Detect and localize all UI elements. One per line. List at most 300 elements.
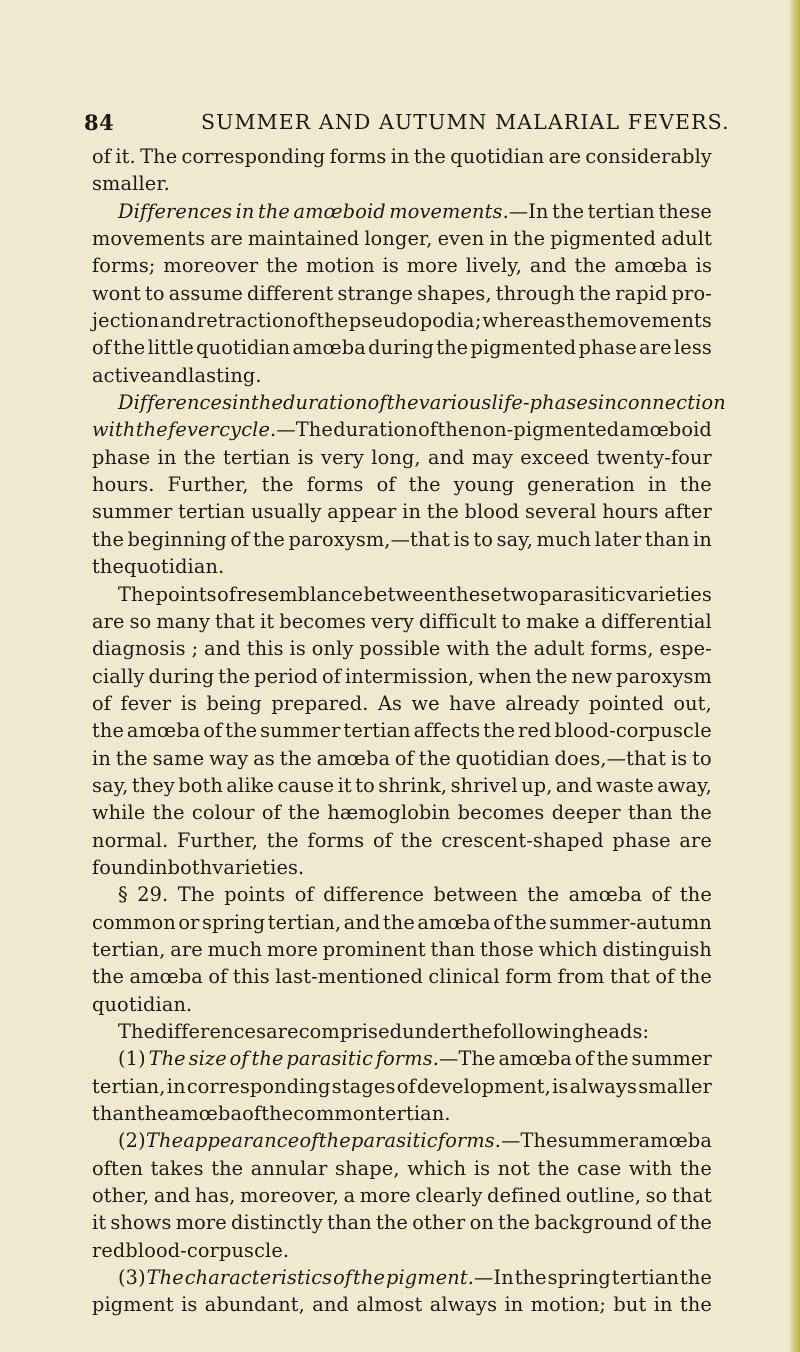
word: shape, <box>335 1156 400 1180</box>
word: outline, <box>565 1184 642 1208</box>
word: the <box>679 801 712 825</box>
word: of <box>92 691 112 715</box>
text-line <box>92 553 712 580</box>
word: in <box>647 473 667 497</box>
word: forms <box>307 828 365 852</box>
word: of <box>396 1074 416 1098</box>
word: appearance <box>183 1129 300 1153</box>
word: of <box>294 883 314 907</box>
word: is <box>473 1156 491 1180</box>
word: the <box>574 254 607 278</box>
word: the <box>218 664 251 688</box>
word: movements <box>92 227 206 251</box>
page-header <box>0 110 800 140</box>
text-line <box>92 225 712 252</box>
word: prepared. <box>271 691 369 715</box>
word: and <box>312 1293 350 1317</box>
word: characteristics <box>184 1266 333 1290</box>
word: as <box>253 746 275 770</box>
word: waste <box>596 773 654 797</box>
word: the <box>579 281 612 305</box>
word: is <box>695 254 712 278</box>
text-line <box>92 198 712 225</box>
text-line <box>92 362 712 389</box>
word: appear <box>327 500 397 524</box>
word: duration <box>283 391 368 415</box>
word: already <box>505 691 580 715</box>
word: twenty-four <box>596 445 712 469</box>
word: these <box>658 199 712 223</box>
word: in <box>489 227 509 251</box>
word: quotidian <box>196 336 291 360</box>
word: the <box>513 227 546 251</box>
word: a <box>584 609 597 633</box>
word: various <box>418 391 492 415</box>
word: Further, <box>167 473 249 497</box>
word: quotidian. <box>92 992 193 1016</box>
word: in <box>390 145 410 168</box>
word: tertian <box>343 719 411 743</box>
word: deeper <box>551 801 621 825</box>
word: so <box>129 609 152 633</box>
word: active <box>92 363 152 387</box>
word: parasitic <box>539 582 626 606</box>
word: the <box>92 965 125 989</box>
word: the <box>288 801 321 825</box>
word: whereas <box>482 309 566 333</box>
word: beginning <box>127 527 227 551</box>
word: The <box>118 1020 156 1043</box>
word: stages <box>331 1074 396 1098</box>
word: life-phases <box>491 391 598 415</box>
word: up, <box>521 773 553 797</box>
word: so <box>645 1184 668 1208</box>
word: being <box>206 691 262 715</box>
word: parasitic <box>286 1047 374 1071</box>
word: very <box>321 445 365 469</box>
word: possible <box>359 637 441 661</box>
word: § <box>118 883 128 907</box>
word: to <box>473 527 494 551</box>
word: blood-corpuscle <box>554 719 712 743</box>
word: Differences <box>118 199 233 223</box>
word: tertian. <box>377 1102 451 1126</box>
word: on <box>469 1211 494 1235</box>
text-line <box>92 745 712 772</box>
word: the <box>566 309 599 333</box>
word: tertian <box>178 500 246 524</box>
word: these <box>448 582 502 606</box>
word: cycle.—The <box>219 418 333 442</box>
word: the <box>152 801 185 825</box>
word: the <box>261 473 294 497</box>
word: The <box>146 1266 184 1290</box>
text-line <box>92 663 712 690</box>
text-line <box>92 416 712 443</box>
text-line <box>92 772 712 799</box>
word: prominent <box>322 937 426 961</box>
word: the <box>413 145 446 168</box>
word: with <box>92 418 136 442</box>
page-edge <box>788 0 800 1352</box>
word: size <box>188 1047 227 1071</box>
word: than <box>430 937 476 961</box>
word: under <box>402 1020 461 1043</box>
word: summer <box>631 1047 712 1071</box>
word: pro- <box>671 281 712 305</box>
word: amœboid <box>619 418 712 442</box>
word: connection <box>616 391 726 415</box>
word: colour <box>191 801 255 825</box>
word: spring <box>201 910 266 934</box>
word: the <box>225 719 258 743</box>
word: tertian <box>611 1266 680 1290</box>
word: the <box>527 883 560 907</box>
word: Further, <box>177 828 259 852</box>
word: phase <box>612 828 671 852</box>
word: amœba <box>638 1129 712 1153</box>
word: the <box>437 418 470 442</box>
word: hæmoglobin <box>327 801 451 825</box>
word: a <box>343 1184 356 1208</box>
word: summer <box>92 500 173 524</box>
word: points <box>155 582 217 606</box>
text-line <box>92 717 712 744</box>
word: fever <box>120 691 172 715</box>
word: parasitic <box>351 1129 438 1153</box>
word: to <box>692 746 712 770</box>
word: the <box>408 473 441 497</box>
word: and <box>153 1184 191 1208</box>
word: other <box>412 1211 466 1235</box>
text-line <box>92 608 712 635</box>
word: to <box>144 281 165 305</box>
word: may <box>471 445 514 469</box>
text-line <box>92 1291 712 1318</box>
word: of <box>92 336 112 360</box>
text-line <box>92 690 712 717</box>
word: which <box>538 937 598 961</box>
word: pigment.—In <box>385 1266 514 1290</box>
word: lasting. <box>188 363 262 387</box>
word: tertian, <box>92 937 166 961</box>
word: pointed <box>588 691 664 715</box>
word: in <box>693 527 712 551</box>
text-line <box>92 334 712 361</box>
word: the <box>596 1047 629 1071</box>
word: between <box>433 883 518 907</box>
word: non-pigmented <box>469 418 620 442</box>
text-line <box>92 252 712 279</box>
word: the <box>460 1020 493 1043</box>
text-line <box>92 1264 712 1291</box>
word: tertian, <box>267 910 342 934</box>
word: the <box>679 883 712 907</box>
word: tertian <box>587 199 655 223</box>
word: (1) <box>118 1047 146 1071</box>
word: during <box>368 336 434 360</box>
word: the <box>136 1102 169 1126</box>
word: the <box>498 1211 531 1235</box>
word: period <box>254 664 319 688</box>
word: the <box>92 555 125 579</box>
word: crescent-shaped <box>441 828 604 852</box>
word: diagnosis <box>92 637 186 661</box>
word: is <box>552 1074 569 1098</box>
word: less <box>673 336 712 360</box>
word: forms <box>329 145 387 168</box>
word: varieties <box>626 582 712 606</box>
word: it <box>260 609 275 633</box>
word: espe- <box>659 637 712 661</box>
text-line <box>92 854 712 881</box>
word: from <box>557 965 605 989</box>
word: while <box>92 801 146 825</box>
word: the <box>353 1266 386 1290</box>
word: not <box>497 1156 530 1180</box>
word: of <box>493 910 513 934</box>
word: forms; <box>92 254 156 278</box>
word: more <box>406 254 458 278</box>
word: and <box>151 363 189 387</box>
word: is <box>382 254 399 278</box>
word: almost <box>356 1293 423 1317</box>
page-number: 84 <box>84 110 115 135</box>
word: corresponding <box>181 145 326 168</box>
word: strange <box>337 281 414 305</box>
text-line <box>92 471 712 498</box>
word: becomes <box>279 609 367 633</box>
word: difficult <box>419 609 497 633</box>
word: summer <box>557 1129 639 1153</box>
word: are <box>170 937 203 961</box>
word: red <box>518 719 552 743</box>
word: very <box>371 609 415 633</box>
word: tertian <box>222 445 291 469</box>
word: amœba <box>316 746 391 770</box>
text-line <box>92 581 712 608</box>
word: and <box>529 254 567 278</box>
word: of <box>322 664 342 688</box>
word: corresponding <box>186 1074 331 1098</box>
word: this <box>246 637 284 661</box>
text-line <box>92 143 712 170</box>
word: they <box>131 773 175 797</box>
word: jection <box>92 309 160 333</box>
word: resemblance <box>236 582 364 606</box>
word: the <box>252 527 285 551</box>
word: of <box>574 1047 594 1071</box>
word: movements <box>598 309 712 333</box>
word: rapid <box>615 281 668 305</box>
word: of <box>261 801 281 825</box>
word: of <box>299 1129 319 1153</box>
word: the <box>266 828 299 852</box>
word: pigmented <box>470 336 577 360</box>
word: is <box>289 637 306 661</box>
word: paroxysm,—that <box>288 527 451 551</box>
word: between <box>363 582 448 606</box>
word: ; <box>191 637 199 661</box>
word: paroxysm <box>616 664 712 688</box>
word: are <box>639 336 672 360</box>
word: cially <box>92 664 145 688</box>
word: often <box>92 1156 144 1180</box>
word: ; <box>475 309 482 333</box>
word: new <box>571 664 613 688</box>
word: the <box>514 1266 547 1290</box>
word: the <box>251 1047 284 1071</box>
word: exceed <box>520 445 590 469</box>
word: annular <box>250 1156 328 1180</box>
word: the <box>679 1211 712 1235</box>
word: Differences <box>118 391 233 415</box>
word: hours. <box>92 473 155 497</box>
word: the <box>135 418 168 442</box>
text-line <box>92 963 712 990</box>
word: following <box>492 1020 585 1043</box>
word: comprised <box>298 1020 403 1043</box>
word: is <box>453 527 470 551</box>
word: after <box>664 500 712 524</box>
word: of <box>230 527 250 551</box>
word: always <box>429 1293 498 1317</box>
word: difference <box>323 883 425 907</box>
word: are <box>548 145 582 168</box>
body-text <box>92 143 726 1319</box>
word: retraction <box>196 309 297 333</box>
text-line <box>92 881 712 908</box>
word: the <box>679 473 712 497</box>
word: form <box>505 965 553 989</box>
word: duration <box>333 418 418 442</box>
text-line <box>92 635 712 662</box>
word: the <box>537 1156 570 1180</box>
word: quotidian. <box>124 555 225 579</box>
word: pigmented <box>550 227 657 251</box>
word: several <box>524 500 597 524</box>
word: amœboid <box>293 199 386 223</box>
word: the <box>552 199 585 223</box>
word: pigment <box>92 1293 174 1317</box>
word: amœba <box>168 1102 243 1126</box>
word: in <box>166 1074 186 1098</box>
word: than <box>644 527 690 551</box>
word: found <box>92 855 149 879</box>
word: the <box>679 1266 712 1290</box>
word: away, <box>657 773 712 797</box>
word: : <box>642 1020 650 1043</box>
word: that <box>215 609 256 633</box>
word: the <box>266 254 299 278</box>
word: of <box>203 719 223 743</box>
word: than <box>92 1102 137 1126</box>
word: common <box>293 1102 378 1126</box>
word: make <box>526 609 580 633</box>
word: spring <box>547 1266 611 1290</box>
word: way <box>209 746 249 770</box>
word: same <box>152 746 205 770</box>
text-line <box>92 1237 712 1264</box>
word: much <box>536 527 592 551</box>
word: that <box>609 965 650 989</box>
word: both <box>178 773 223 797</box>
word: maintained <box>247 227 360 251</box>
word: case <box>577 1156 622 1180</box>
word: quotidian <box>455 746 550 770</box>
word: the <box>386 391 419 415</box>
word: of <box>394 746 414 770</box>
word: defined <box>487 1184 562 1208</box>
word: blood <box>464 500 520 524</box>
word: of <box>217 582 237 606</box>
word: through <box>495 281 576 305</box>
word: shows <box>110 1211 172 1235</box>
word: forms, <box>590 637 654 661</box>
word: As <box>377 691 403 715</box>
word: the <box>183 445 216 469</box>
word: two <box>502 582 539 606</box>
text-line <box>92 1073 712 1100</box>
word: the <box>92 719 125 743</box>
word: amœba <box>498 1047 572 1071</box>
word: of <box>656 1211 676 1235</box>
word: have <box>449 691 496 715</box>
word: quotidian <box>450 145 545 168</box>
word: (3) <box>118 1266 146 1290</box>
text-line <box>92 1155 712 1182</box>
word: pseudopodia <box>348 309 475 333</box>
text-line <box>92 444 712 471</box>
word: with <box>628 1156 673 1180</box>
word: this <box>232 965 270 989</box>
word: the <box>495 637 528 661</box>
word: the <box>257 199 290 223</box>
word: of <box>92 145 112 168</box>
word: other, <box>92 1184 150 1208</box>
text-line <box>92 1100 712 1127</box>
word: it <box>337 773 352 797</box>
word: the <box>211 1156 244 1180</box>
word: The <box>148 1047 186 1071</box>
word: little <box>147 336 194 360</box>
word: we <box>411 691 440 715</box>
word: abundant, <box>204 1293 305 1317</box>
word: forms <box>306 473 364 497</box>
word: summer-autumn <box>549 910 712 934</box>
word: heads <box>584 1020 643 1043</box>
word: say, <box>496 527 534 551</box>
word: and <box>204 637 241 661</box>
word: in <box>504 1293 524 1317</box>
word: phase <box>92 445 151 469</box>
word: the <box>436 336 469 360</box>
word: which <box>407 1156 467 1180</box>
word: amœba <box>292 336 366 360</box>
word: smaller. <box>92 172 170 196</box>
word: the <box>679 1156 712 1180</box>
word: the <box>115 746 148 770</box>
word: the <box>375 1211 408 1235</box>
word: moreover <box>163 254 259 278</box>
word: during <box>148 664 215 688</box>
word: the <box>261 1102 294 1126</box>
word: amœba <box>417 910 491 934</box>
word: to <box>501 609 522 633</box>
word: and <box>427 445 465 469</box>
word: are <box>210 227 243 251</box>
word: is <box>670 746 688 770</box>
